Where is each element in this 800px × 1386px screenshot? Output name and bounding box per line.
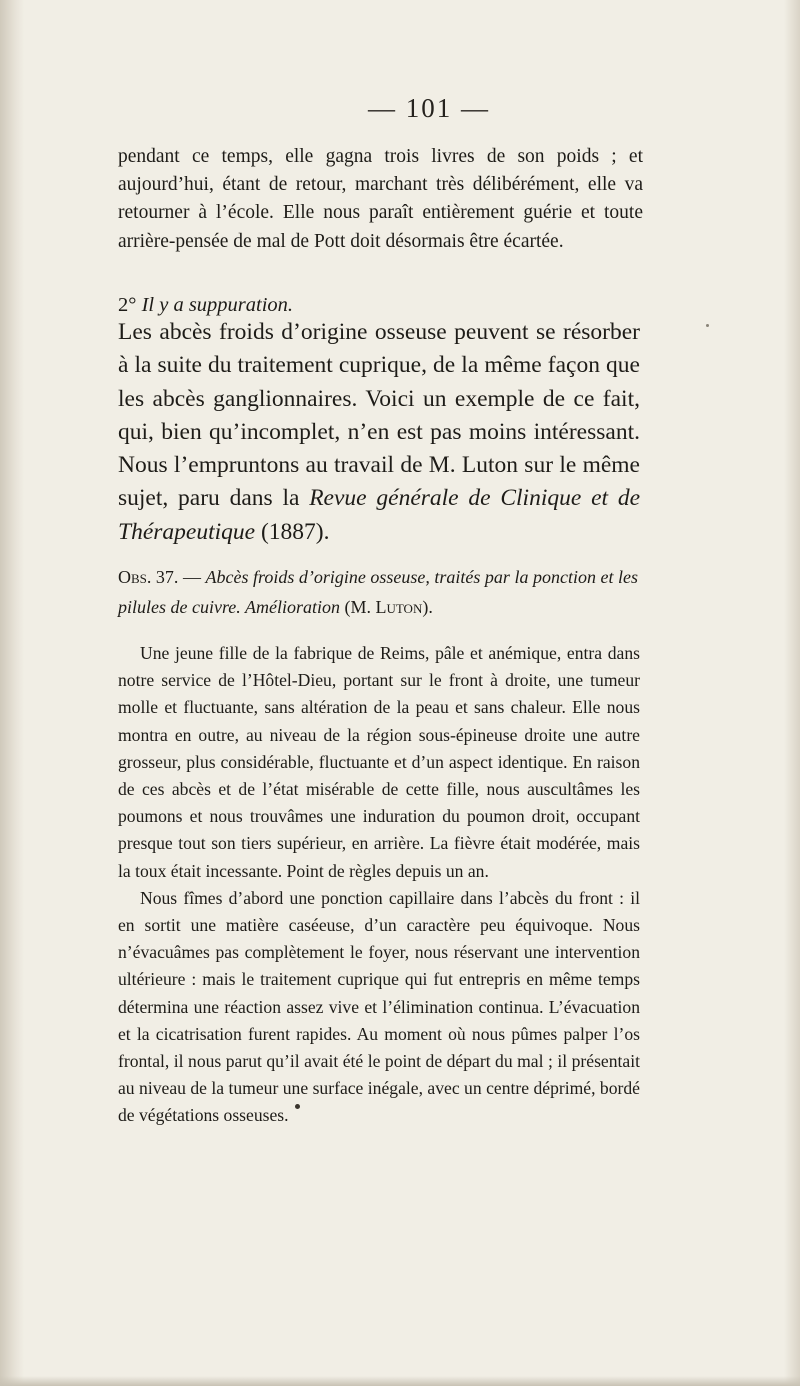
page-number: — 101 — xyxy=(368,93,490,123)
body-paragraph: Nous fîmes d’abord une ponction capillaire dans l’abcès du front : il en sortit une matière caséeuse, d’un caractère peu équivoque. Nous n’évacuâmes pas complètement le foyer, nous réservant une intervention ultérieure : mais le traitement cuprique qui fut entrepris en même temps détermina une réaction assez vive et l’élimination continua. L’évacuation et la cicatrisation furent rapides. Au moment où nous pûmes palper l’os frontal, il nous parut qu’il avait été le point de départ du mal ; il présentait au niveau de la tumeur une surface inégale, avec un centre déprimé, bordé de végétations osseuses. xyxy=(118,887,640,1126)
section-title: Il y a suppuration. xyxy=(141,294,294,316)
section-paragraph xyxy=(118,316,640,549)
observation-heading xyxy=(118,562,638,622)
body-paragraph: Une jeune fille de la fabrique de Reims, pâle et anémique, entra dans notre service de l’Hôtel-Dieu, portant sur le front à droite, une tumeur molle et fluctuante, sans altération de la peau et sans chaleur. Elle nous montra en outre, au niveau de la région sous-épineuse droite une autre grosseur, plus considérable, fluctuante et d’un aspect identique. En raison de ces abcès et de l’état misérable de cette fille, nous auscultâmes les poumons et nous trouvâmes une induration du poumon droit, occupant presque tout son tiers supérieur, en arrière. La fièvre était modérée, mais la toux était incessante. Point de règles depuis un an. xyxy=(118,643,640,881)
section-paragraph-end: (1887). xyxy=(255,518,330,545)
observation-dash: — xyxy=(178,567,206,587)
print-speck xyxy=(706,324,709,327)
observation-title: Abcès froids d’origine osseuse, traités par la ponction et les pilules de cuivre. Amélioration xyxy=(118,567,639,617)
section-paragraph-text: Les abcès froids d’origine osseuse peuvent se résorber à la suite du traitement cuprique, de la même façon que les abcès ganglionnaires. Voici un exemple de ce fait, qui, bien qu’incomplet, n’en est pas moins intéressant. Nous l’empruntons au travail de M. Luton sur le même sujet, paru dans la xyxy=(118,319,640,512)
print-speck xyxy=(295,1104,300,1109)
intro-paragraph: pendant ce temps, elle gagna trois livres de son poids ; et aujourd’hui, étant de retour, marchant très délibérément, elle va retourner à l’école. Elle nous paraît entièrement guérie et toute arrière-pensée de mal de Pott doit désormais être écartée. xyxy=(118,146,643,252)
observation-body xyxy=(118,640,640,1130)
page-right-edge-shadow xyxy=(784,0,800,1386)
section-number: 2° xyxy=(118,294,137,316)
observation-author: (M. Luton). xyxy=(339,597,433,617)
page-bottom-edge-shadow xyxy=(0,1376,800,1386)
page-left-edge-shadow xyxy=(0,0,24,1386)
observation-label: Obs. 37. xyxy=(118,567,179,587)
section-heading xyxy=(118,291,638,319)
journal-title: Revue générale de Clinique et de Thérapeutique xyxy=(118,485,641,545)
